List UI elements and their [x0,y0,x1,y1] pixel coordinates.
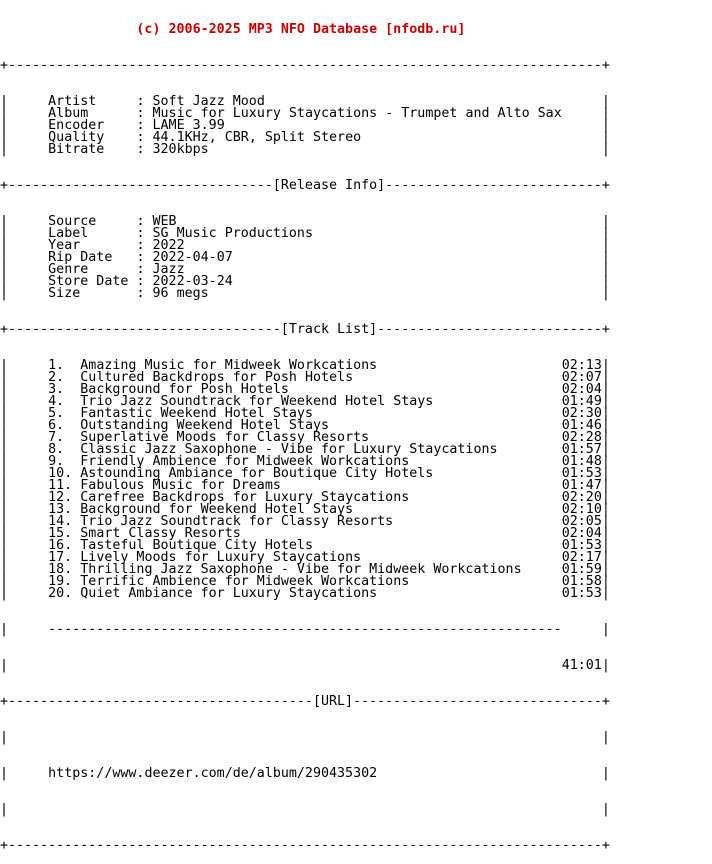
track-duration: 02:04 [561,382,602,397]
box-top-border: +--------------------------------------------------------------------------+ [0,58,610,73]
track-number: 5. [48,406,81,421]
track-duration: 01:49 [561,394,602,409]
info-value: Jazz [152,262,185,277]
track-duration: 02:28 [561,430,602,445]
track-duration: 02:20 [561,490,602,505]
track-row: | 2. Cultured Backdrops for Posh Hotels 02:07| [0,370,610,385]
total-time-line: | 41:01| [0,658,610,673]
info-row: | Quality : 44.1KHz, CBR, Split Stereo | [0,130,610,145]
track-row: | 20. Quiet Ambiance for Luxury Staycations 01:53| [0,586,610,601]
track-number: 19. [48,574,81,589]
track-title: Background for Weekend Hotel Stays [80,502,354,517]
info-label: Album [48,106,137,121]
track-row: | 9. Friendly Ambience for Midweek Workcations 01:48| [0,454,610,469]
info-row: | Size : 96 megs | [0,286,610,301]
track-number: 6. [48,418,81,433]
track-title: Thrilling Jazz Saxophone - Vibe for Midweek Workcations [80,562,522,577]
info-row: | Genre : Jazz | [0,262,610,277]
track-title: Superlative Moods for Classy Resorts [80,430,370,445]
info-label: Genre [48,262,137,277]
track-title: Fabulous Music for Dreams [80,478,281,493]
track-title: Astounding Ambiance for Boutique City Hotels [80,466,434,481]
info-label: Rip Date [48,250,137,265]
track-duration: 02:10 [561,502,602,517]
track-row: | 19. Terrific Ambience for Midweek Workcations 01:58| [0,574,610,589]
url-border: +--------------------------------------[URL]-------------------------------+ [0,694,610,709]
info-row: | Artist : Soft Jazz Mood | [0,94,610,109]
track-title: Classic Jazz Saxophone - Vibe for Luxury Staycations [80,442,498,457]
track-title: Background for Posh Hotels [80,382,289,397]
track-row: | 7. Superlative Moods for Classy Resorts 02:28| [0,430,610,445]
track-row: | 4. Trio Jazz Soundtrack for Weekend Hotel Stays 01:49| [0,394,610,409]
track-duration: 02:07 [561,370,602,385]
info-row: | Rip Date : 2022-04-07 | [0,250,610,265]
track-title: Outstanding Weekend Hotel Stays [80,418,330,433]
track-title: Fantastic Weekend Hotel Stays [80,406,313,421]
track-number: 17. [48,550,81,565]
album-info-section [0,96,712,156]
track-duration: 01:53 [561,466,602,481]
track-duration: 01:57 [561,442,602,457]
track-duration: 01:59 [561,562,602,577]
track-row: | 16. Tasteful Boutique City Hotels 01:53| [0,538,610,553]
track-list-border: +----------------------------------[Track List]----------------------------+ [0,322,610,337]
track-row: | 1. Amazing Music for Midweek Workcations 02:13| [0,358,610,373]
info-label: Encoder [48,118,137,133]
track-duration: 01:53 [561,538,602,553]
track-duration: 02:05 [561,514,602,529]
track-number: 1. [48,358,81,373]
info-value: 320kbps [152,142,209,157]
track-number: 20. [48,586,81,601]
release-info-border: +---------------------------------[Release Info]---------------------------+ [0,178,610,193]
release-info-section [0,216,712,300]
url-empty-line-bottom: | | [0,802,610,817]
info-row: | Source : WEB | [0,214,610,229]
track-duration: 01:53 [561,586,602,601]
info-value: WEB [152,214,177,229]
track-number: 14. [48,514,81,529]
info-value: 2022 [152,238,185,253]
info-row: | Label : SG Music Productions | [0,226,610,241]
info-value: Music for Luxury Staycations - Trumpet and Alto Sax [152,106,562,121]
track-number: 10. [48,466,81,481]
track-title: Tasteful Boutique City Hotels [80,538,313,553]
copyright-line: (c) 2006-2025 MP3 NFO Database [nfodb.ru] [0,22,602,37]
track-duration: 01:47 [561,478,602,493]
track-number: 11. [48,478,81,493]
track-list-section [0,360,712,600]
track-number: 16. [48,538,81,553]
track-row: | 14. Trio Jazz Soundtrack for Classy Resorts 02:05| [0,514,610,529]
track-row: | 15. Smart Classy Resorts 02:04| [0,526,610,541]
info-value: SG Music Productions [152,226,313,241]
album-url-link[interactable]: https://www.deezer.com/de/album/290435302 [48,766,378,781]
info-value: Soft Jazz Mood [152,94,265,109]
info-row: | Bitrate : 320kbps | [0,142,610,157]
track-title: Smart Classy Resorts [80,526,241,541]
track-row: | 13. Background for Weekend Hotel Stays 02:10| [0,502,610,517]
track-row: | 6. Outstanding Weekend Hotel Stays 01:46| [0,418,610,433]
track-row: | 12. Carefree Backdrops for Luxury Staycations 02:20| [0,490,610,505]
track-duration: 01:46 [561,418,602,433]
track-row: | 10. Astounding Ambiance for Boutique City Hotels 01:53| [0,466,610,481]
track-number: 3. [48,382,81,397]
track-title: Trio Jazz Soundtrack for Classy Resorts [80,514,394,529]
box-bottom-border: +--------------------------------------------------------------------------+ [0,838,610,853]
track-row: | 8. Classic Jazz Saxophone - Vibe for Luxury Staycations 01:57| [0,442,610,457]
url-empty-line-top: | | [0,730,610,745]
track-duration: 01:48 [561,454,602,469]
info-label: Store Date [48,274,137,289]
info-value: LAME 3.99 [152,118,225,133]
track-title: Amazing Music for Midweek Workcations [80,358,378,373]
track-title: Lively Moods for Luxury Staycations [80,550,362,565]
info-label: Artist [48,94,137,109]
url-line: | https://www.deezer.com/de/album/290435302 | [0,766,610,781]
track-row: | 3. Background for Posh Hotels 02:04| [0,382,610,397]
info-label: Size [48,286,137,301]
info-label: Quality [48,130,137,145]
track-title: Terrific Ambience for Midweek Workcations [80,574,410,589]
info-label: Year [48,238,137,253]
track-title: Cultured Backdrops for Posh Hotels [80,370,354,385]
track-title: Quiet Ambiance for Luxury Staycations [80,586,378,601]
track-row: | 5. Fantastic Weekend Hotel Stays 02:30| [0,406,610,421]
track-number: 13. [48,502,81,517]
info-value: 2022-03-24 [152,274,233,289]
info-row: | Year : 2022 | [0,238,610,253]
info-value: 2022-04-07 [152,250,233,265]
track-title: Trio Jazz Soundtrack for Weekend Hotel Stays [80,394,434,409]
track-row: | 17. Lively Moods for Luxury Staycations 02:17| [0,550,610,565]
info-row: | Encoder : LAME 3.99 | [0,118,610,133]
track-duration: 02:17 [561,550,602,565]
track-number: 15. [48,526,81,541]
track-row: | 18. Thrilling Jazz Saxophone - Vibe for Midweek Workcations 01:59| [0,562,610,577]
total-duration: 41:01 [561,658,602,673]
track-number: 9. [48,454,81,469]
track-number: 2. [48,370,81,385]
track-number: 7. [48,430,81,445]
info-row: | Store Date : 2022-03-24 | [0,274,610,289]
track-separator: | ---------------------------------------------------------------- | [0,622,610,637]
track-duration: 02:04 [561,526,602,541]
info-row: | Album : Music for Luxury Staycations - Trumpet and Alto Sax | [0,106,610,121]
info-value: 96 megs [152,286,209,301]
track-number: 8. [48,442,81,457]
track-duration: 02:30 [561,406,602,421]
track-duration: 01:58 [561,574,602,589]
track-duration: 02:13 [561,358,602,373]
track-number: 18. [48,562,81,577]
info-value: 44.1KHz, CBR, Split Stereo [152,130,362,145]
track-number: 12. [48,490,81,505]
info-label: Source [48,214,137,229]
track-row: | 11. Fabulous Music for Dreams 01:47| [0,478,610,493]
track-title: Carefree Backdrops for Luxury Staycations [80,490,410,505]
track-number: 4. [48,394,81,409]
track-title: Friendly Ambience for Midweek Workcations [80,454,410,469]
info-label: Bitrate [48,142,137,157]
info-label: Label [48,226,137,241]
